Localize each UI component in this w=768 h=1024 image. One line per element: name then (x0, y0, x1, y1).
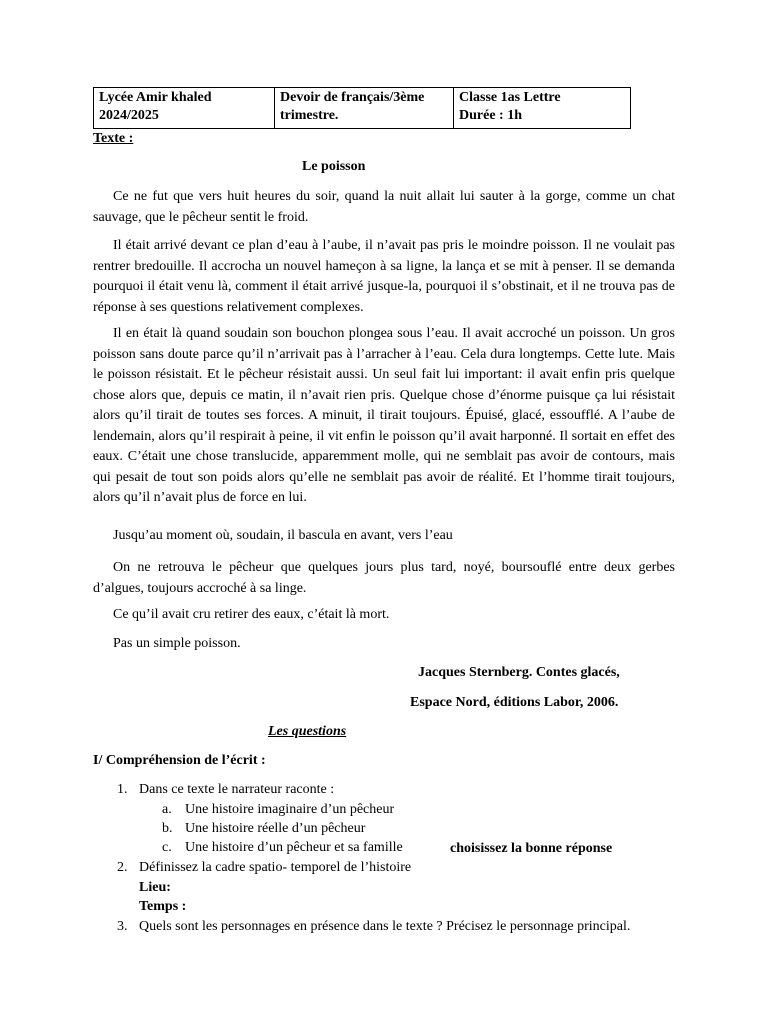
question-2-number: 2. (117, 860, 128, 875)
question-1-number: 1. (117, 782, 128, 797)
header-table (93, 87, 631, 129)
duration-label: Durée : 1h (459, 108, 522, 123)
paragraph-7: Pas un simple poisson. (113, 636, 241, 651)
class-cell (454, 88, 631, 129)
question-2-text: Définissez la cadre spatio- temporel de l’histoire (139, 860, 412, 875)
option-a-text: Une histoire imaginaire d’un pêcheur (185, 802, 395, 817)
option-b-letter: b. (162, 821, 173, 836)
question-3-text: Quels sont les personnages en présence dans le texte ? Précisez le personnage principal. (139, 919, 631, 934)
text-title: Le poisson (302, 159, 366, 174)
assignment-term: trimestre. (280, 108, 339, 123)
text-label: Texte : (93, 131, 134, 146)
paragraph-5: On ne retrouva le pêcheur que quelques jours plus tard, noyé, boursouflé entre deux gerbes d’algues, toujours accroché à sa linge. (93, 560, 675, 596)
option-c-letter: c. (162, 840, 172, 855)
field-lieu: Lieu: (139, 880, 171, 895)
question-3-number: 3. (117, 919, 128, 934)
field-temps: Temps : (139, 899, 187, 914)
option-a-letter: a. (162, 802, 172, 817)
assignment-title: Devoir de français/3ème (280, 90, 425, 105)
source-author: Jacques Sternberg. Contes glacés, (418, 665, 620, 680)
class-label: Classe 1as Lettre (459, 90, 561, 105)
paragraph-6: Ce qu’il avait cru retirer des eaux, c’était là mort. (113, 607, 390, 622)
paragraph-2: Il était arrivé devant ce plan d’eau à l’aube, il n’avait pas pris le moindre poisson. Il ne voulait pas rentrer bredouille. Il accrocha un nouvel hameçon à sa ligne, la lança et se mit à penser. Il se demanda pourquoi il était venu là, comment il était arrivé jusque-la, pourquoi il s’obstinait, et il ne trouva pas de réponse à ses questions relativement complexes. (93, 238, 675, 315)
school-cell (94, 88, 275, 129)
section-title: I/ Compréhension de l’écrit : (93, 753, 266, 768)
option-c-text: Une histoire d’un pêcheur et sa famille (185, 840, 403, 855)
paragraph-3: Il en était là quand soudain son bouchon plongea sous l’eau. Il avait accroché un poisson. Un gros poisson sans doute parce qu’il n’arrivait pas à l’arracher à l’eau. Cela dura longtemps. Cette lute. Mais le poisson résistait. Et le pêcheur résistait aussi. Un seul fait lui important: il avait enfin pris quelque chose alors que, depuis ce matin, il n’avait rien pris. Quelque chose d’énorme puisque ça lui résistait alors qu’il tirait de toutes ses forces. A minuit, il tirait toujours. Épuisé, glacé, essoufflé. A l’aube de lendemain, alors qu’il respirait à peine, il vit enfin le poisson qu’il avait harponné. Il sortait en effet des eaux. C’était une chose translucide, apparemment molle, qui ne semblait pas avoir de contours, mais qui pesait de tout son poids alors qu’elle ne semblait pas avoir de réalité. Et l’homme tirait toujours, alors qu’il n’avait plus de force en lui. (93, 326, 675, 505)
school-name: Lycée Amir khaled (99, 90, 212, 105)
question-1-text: Dans ce texte le narrateur raconte : (139, 782, 335, 797)
source-publisher: Espace Nord, éditions Labor, 2006. (410, 695, 619, 710)
questions-title: Les questions (268, 724, 347, 739)
school-year: 2024/2025 (99, 108, 159, 123)
assignment-cell (275, 88, 454, 129)
paragraph-1: Ce ne fut que vers huit heures du soir, quand la nuit allait lui sauter à la gorge, comme un chat sauvage, que le pêcheur sentit le froid. (93, 189, 675, 225)
paragraph-4: Jusqu’au moment où, soudain, il bascula en avant, vers l’eau (113, 528, 453, 543)
question-1-instruction: choisissez la bonne réponse (450, 841, 613, 856)
option-b-text: Une histoire réelle d’un pêcheur (185, 821, 366, 836)
